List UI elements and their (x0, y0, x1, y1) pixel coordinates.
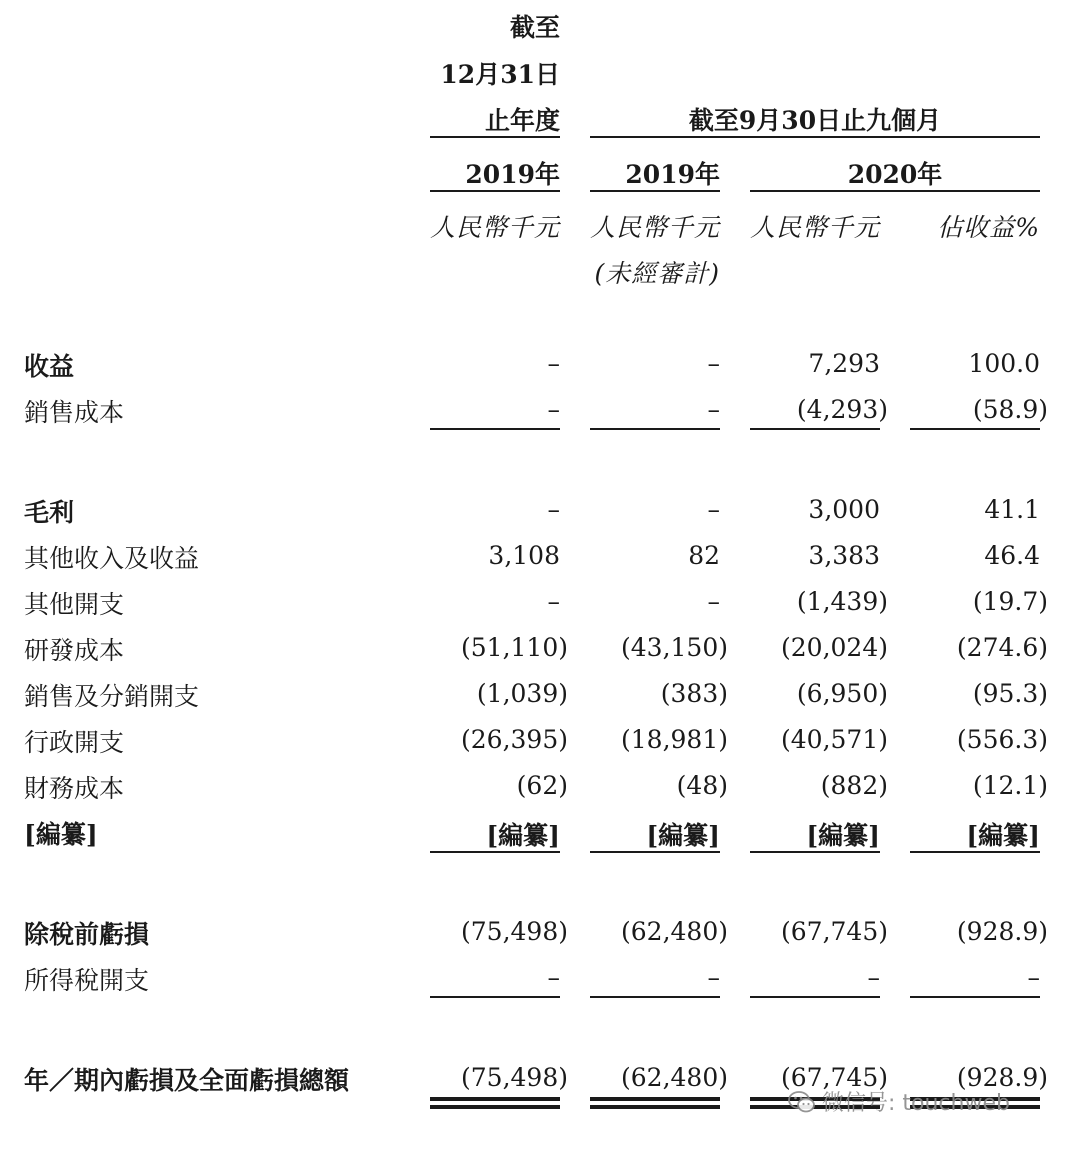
row-label-rd-costs: 研發成本 (24, 636, 125, 665)
cell-gross-profit-pct: 41.1 (984, 495, 1040, 524)
year-rule-1 (430, 190, 560, 192)
cell-redacted-pct: [編纂] (966, 821, 1040, 850)
unit-col-2: 人民幣千元 (589, 213, 720, 242)
cell-admin-expenses-pct: (556.3) (956, 725, 1048, 754)
header-rule-ninem (590, 136, 1040, 138)
subtotal-rule-3 (750, 428, 880, 430)
cell-admin-expenses-fy2019: (26,395) (461, 725, 568, 754)
year-header-2: 2019年 (625, 160, 720, 189)
year-rule-3 (750, 190, 1040, 192)
year-header-1: 2019年 (465, 160, 560, 189)
cell-gross-profit-fy2019: – (547, 495, 560, 524)
row-label-revenue: 收益 (24, 352, 75, 381)
cell-total-loss-9m2019: (62,480) (621, 1063, 728, 1092)
nine-month-header: 截至9月30日止九個月 (688, 106, 942, 135)
fy-header-line3: 止年度 (484, 106, 560, 135)
row-label-gross-profit: 毛利 (24, 498, 75, 527)
subtotal-rule-10 (590, 996, 720, 998)
cell-selling-expenses-9m2019: (383) (660, 679, 728, 708)
subtotal-rule-1 (430, 428, 560, 430)
cell-other-income-9m2020: 3,383 (808, 541, 880, 570)
cell-admin-expenses-9m2019: (18,981) (621, 725, 728, 754)
cell-redacted-9m2020: [編纂] (806, 821, 880, 850)
row-label-finance-costs: 財務成本 (24, 774, 125, 803)
row-label-income-tax: 所得稅開支 (24, 966, 150, 995)
cell-rd-costs-pct: (274.6) (956, 633, 1048, 662)
cell-redacted-9m2019: [編纂] (646, 821, 720, 850)
row-label-cost-of-sales: 銷售成本 (24, 398, 125, 427)
cell-cost-of-sales-pct: (58.9) (972, 395, 1048, 424)
row-label-other-expenses: 其他開支 (24, 590, 125, 619)
subtotal-rule-12 (910, 996, 1040, 998)
row-label-loss-before-tax: 除稅前虧損 (24, 920, 150, 949)
cell-income-tax-9m2019: – (707, 963, 720, 992)
cell-other-expenses-9m2019: – (707, 587, 720, 616)
row-label-redacted: [編纂] (24, 820, 98, 849)
unit-col-4: 佔收益% (937, 213, 1040, 242)
watermark-text: 微信号: touchweb (822, 1091, 1010, 1116)
fy-header-line2: 12月31日 (440, 60, 560, 89)
cell-rd-costs-9m2020: (20,024) (781, 633, 888, 662)
cell-total-loss-fy2019: (75,498) (461, 1063, 568, 1092)
subtotal-rule-9 (430, 996, 560, 998)
header-rule-fy (430, 136, 560, 138)
cell-total-loss-pct: (928.9) (956, 1063, 1048, 1092)
subtotal-rule-5 (430, 851, 560, 853)
unit-col-1: 人民幣千元 (429, 213, 560, 242)
cell-gross-profit-9m2019: – (707, 495, 720, 524)
total-double-rule-1 (430, 1097, 560, 1109)
cell-cost-of-sales-9m2020: (4,293) (796, 395, 888, 424)
cell-finance-costs-9m2020: (882) (820, 771, 888, 800)
cell-rd-costs-9m2019: (43,150) (621, 633, 728, 662)
cell-cost-of-sales-fy2019: – (547, 395, 560, 424)
cell-income-tax-fy2019: – (547, 963, 560, 992)
cell-revenue-9m2019: – (707, 349, 720, 378)
cell-loss-before-tax-9m2019: (62,480) (621, 917, 728, 946)
cell-redacted-fy2019: [編纂] (486, 821, 560, 850)
cell-other-expenses-fy2019: – (547, 587, 560, 616)
row-label-selling-expenses: 銷售及分銷開支 (24, 682, 200, 711)
cell-income-tax-9m2020: – (867, 963, 880, 992)
cell-gross-profit-9m2020: 3,000 (808, 495, 880, 524)
cell-selling-expenses-9m2020: (6,950) (796, 679, 888, 708)
cell-revenue-fy2019: – (547, 349, 560, 378)
cell-selling-expenses-pct: (95.3) (972, 679, 1048, 708)
unaudited-note: (未經審計) (594, 259, 720, 288)
wechat-icon (788, 1091, 816, 1113)
cell-revenue-pct: 100.0 (968, 349, 1040, 378)
cell-loss-before-tax-pct: (928.9) (956, 917, 1048, 946)
cell-other-income-9m2019: 82 (688, 541, 720, 570)
row-label-other-income: 其他收入及收益 (24, 544, 200, 573)
cell-cost-of-sales-9m2019: – (707, 395, 720, 424)
cell-revenue-9m2020: 7,293 (808, 349, 880, 378)
cell-other-income-fy2019: 3,108 (488, 541, 560, 570)
cell-other-expenses-9m2020: (1,439) (796, 587, 888, 616)
row-label-total-loss: 年／期內虧損及全面虧損總額 (24, 1066, 350, 1095)
total-double-rule-2 (590, 1097, 720, 1109)
subtotal-rule-4 (910, 428, 1040, 430)
cell-rd-costs-fy2019: (51,110) (461, 633, 568, 662)
cell-finance-costs-pct: (12.1) (972, 771, 1048, 800)
subtotal-rule-8 (910, 851, 1040, 853)
cell-finance-costs-fy2019: (62) (516, 771, 568, 800)
subtotal-rule-2 (590, 428, 720, 430)
subtotal-rule-11 (750, 996, 880, 998)
cell-income-tax-pct: – (1027, 963, 1040, 992)
cell-loss-before-tax-fy2019: (75,498) (461, 917, 568, 946)
cell-loss-before-tax-9m2020: (67,745) (781, 917, 888, 946)
subtotal-rule-6 (590, 851, 720, 853)
cell-other-expenses-pct: (19.7) (972, 587, 1048, 616)
wechat-watermark (788, 1086, 1010, 1117)
cell-other-income-pct: 46.4 (984, 541, 1040, 570)
row-label-admin-expenses: 行政開支 (24, 728, 125, 757)
cell-total-loss-9m2020: (67,745) (781, 1063, 888, 1092)
unit-col-3: 人民幣千元 (749, 213, 880, 242)
year-rule-2 (590, 190, 720, 192)
year-header-3: 2020年 (847, 160, 943, 189)
cell-finance-costs-9m2019: (48) (676, 771, 728, 800)
fy-header-line1: 截至 (509, 13, 560, 42)
cell-selling-expenses-fy2019: (1,039) (476, 679, 568, 708)
subtotal-rule-7 (750, 851, 880, 853)
cell-admin-expenses-9m2020: (40,571) (781, 725, 888, 754)
